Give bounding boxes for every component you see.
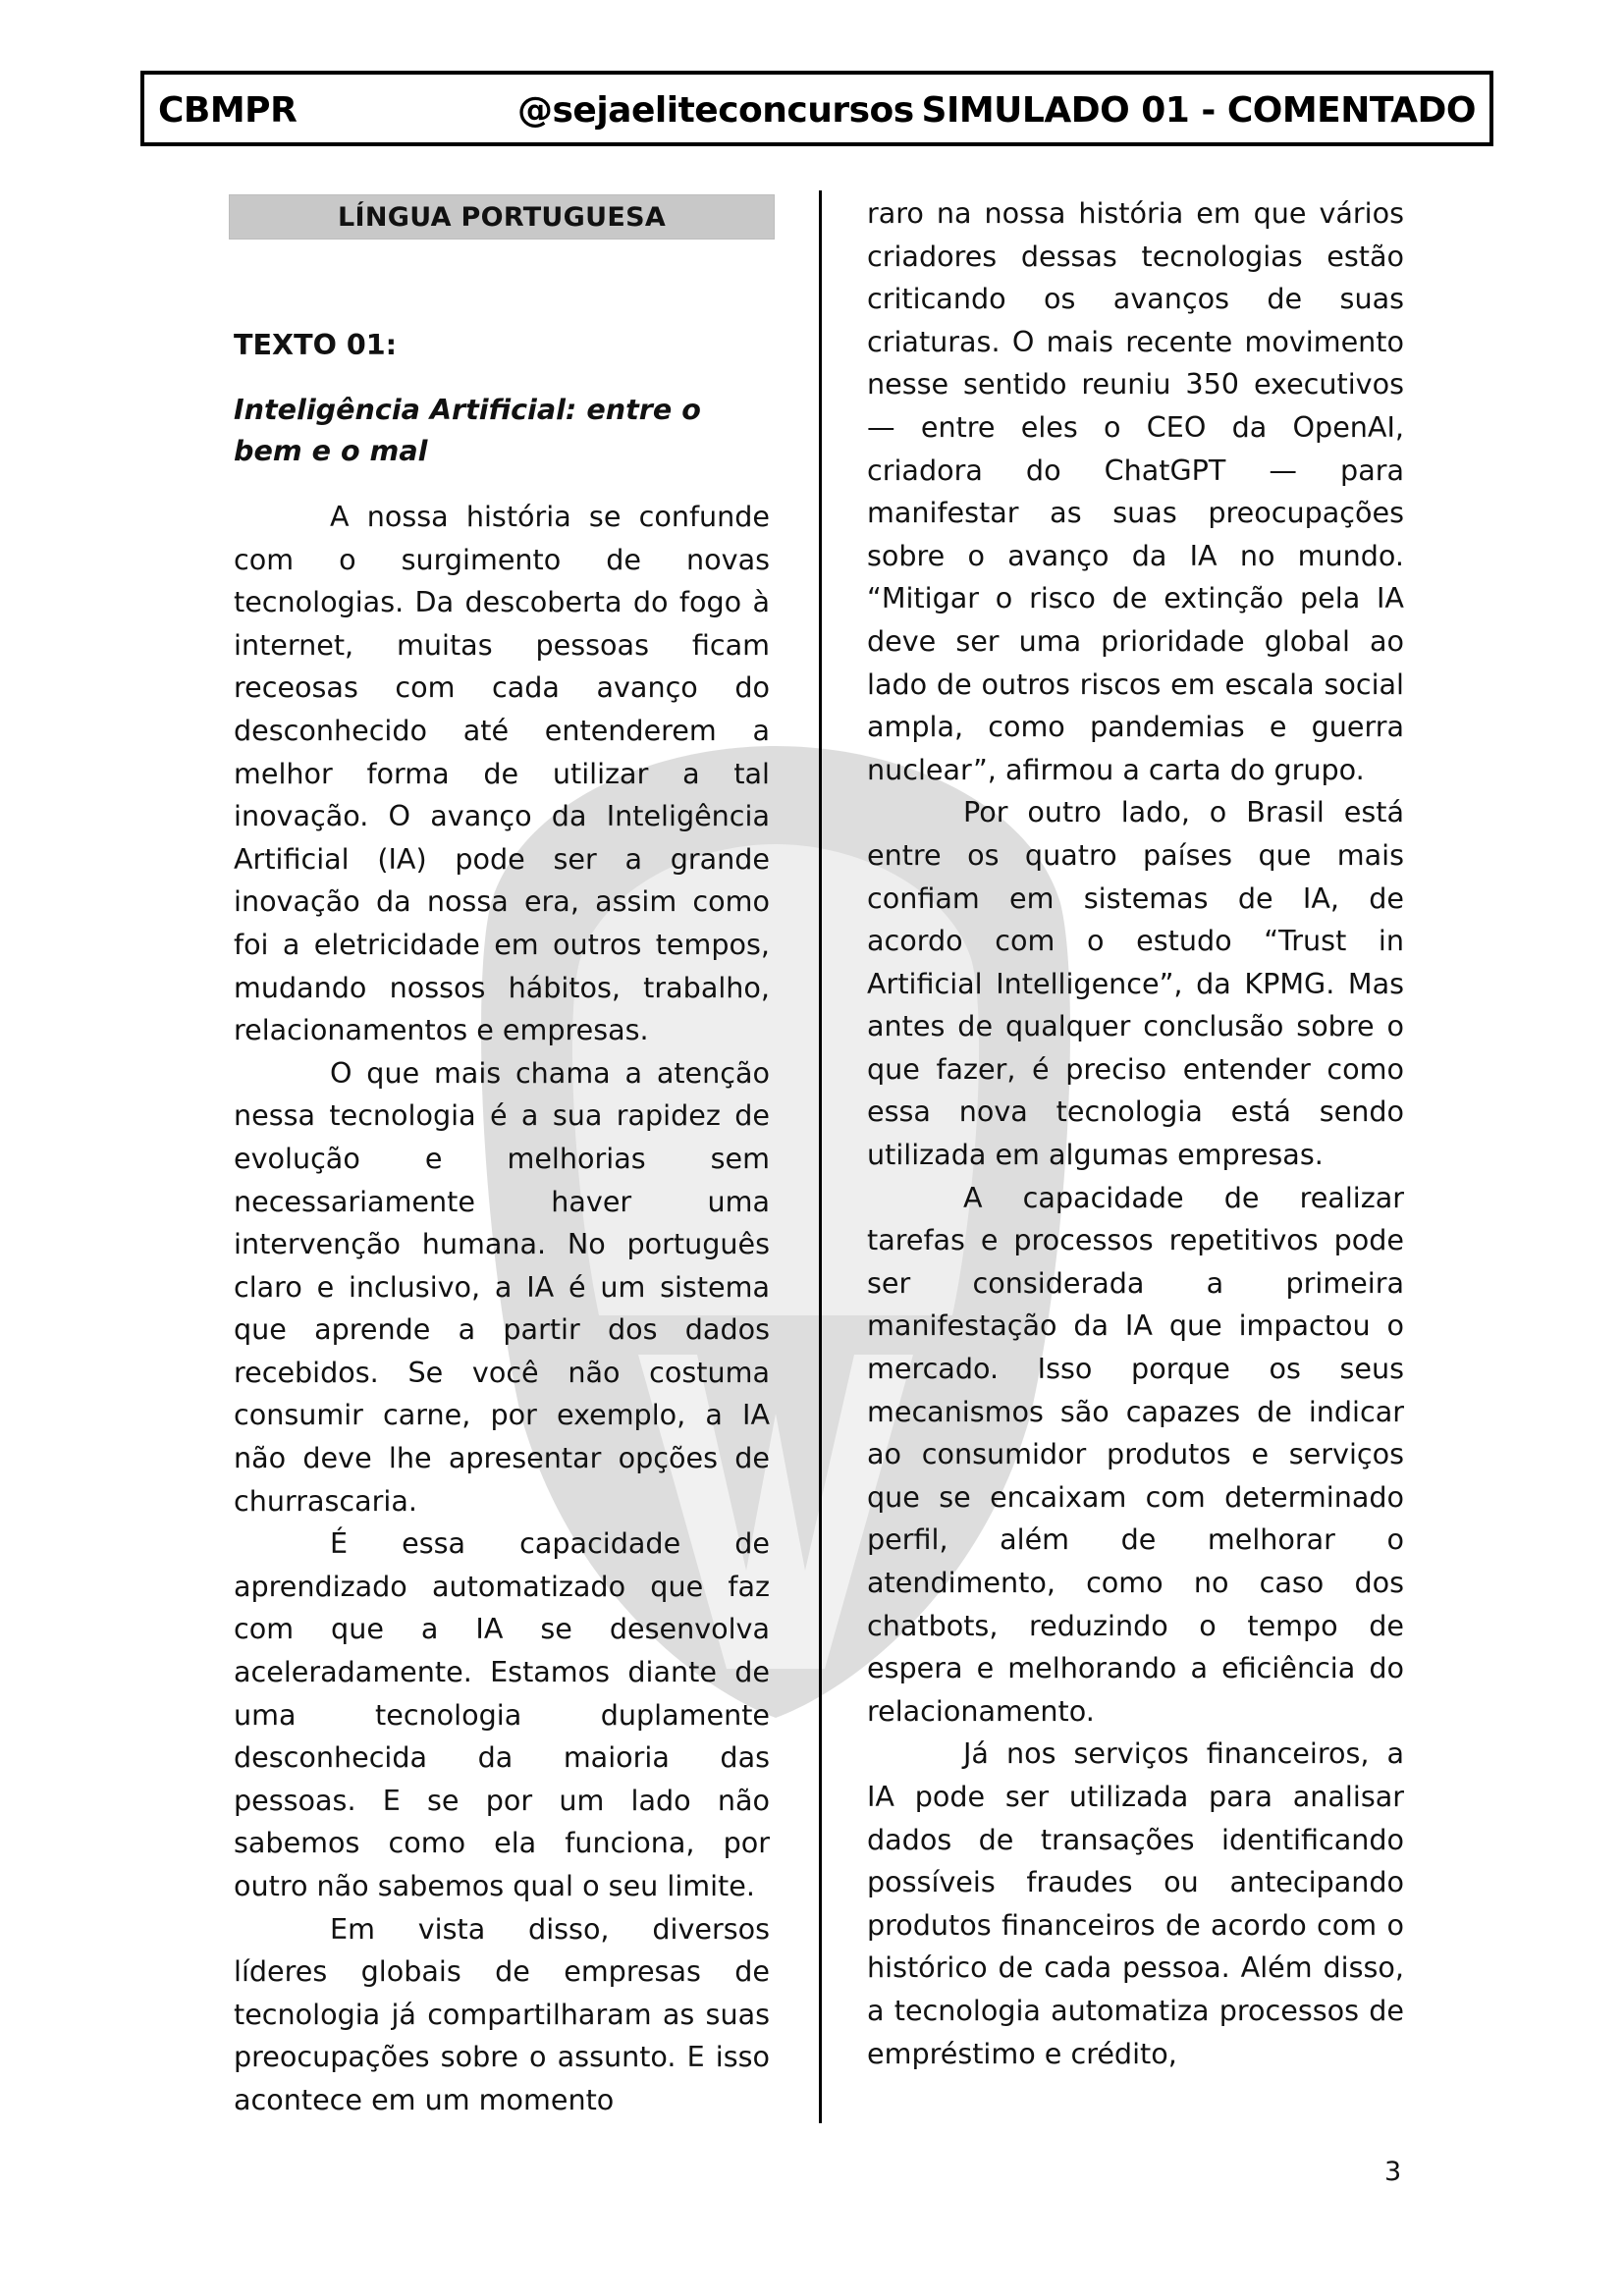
- page-header: [140, 71, 1493, 146]
- text-label: TEXTO 01:: [234, 328, 398, 361]
- text-title: Inteligência Artificial: entre o bem e o mal: [234, 393, 701, 467]
- column-divider: [819, 190, 822, 2123]
- header-simulado-title: SIMULADO 01 - COMENTADO: [921, 90, 1476, 131]
- paragraph: O que mais chama a atenção nessa tecnologia é a sua rapidez de evolução e melhorias sem necessariamente haver uma intervenção humana. No português claro e inclusivo, a IA é um sistema que aprende a partir dos dados recebidos. Se você não costuma consumir carne, por exemplo, a IA não deve lhe apresentar opções de churrascaria.: [234, 1055, 770, 1518]
- paragraph: Por outro lado, o Brasil está entre os quatro países que mais confiam em sistemas de IA, de acordo com o estudo “Trust in Artificial Intelligence”, da KPMG. Mas antes de qualquer conclusão sobre o que fazer, é preciso entender como essa nova tecnologia está sendo utilizada em algumas empresas.: [867, 795, 1404, 1172]
- paragraph-continuation: raro na nossa história em que vários criadores dessas tecnologias estão criticando os avanços de suas criaturas. O mais recente movimento nesse sentido reuniu 350 executivos — entre eles o CEO da OpenAI, criadora do ChatGPT — para manifestar as suas preocupações sobre o avanço da IA no mundo. “Mitigar o risco de extinção pela IA deve ser uma prioridade global ao lado de outros riscos em escala social ampla, como pandemias e guerra nuclear”, afirmou a carta do grupo.: [867, 196, 1404, 786]
- header-social-handle: @sejaeliteconcursos: [517, 90, 914, 131]
- paragraph: A capacidade de realizar tarefas e processos repetitivos pode ser considerada a primeira manifestação da IA que impactou o mercado. Isso porque os seus mecanismos são capazes de indicar ao consumidor produtos e serviços que se encaixam com determinado perfil, além de melhorar o atendimento, como no caso dos chatbots, reduzindo o tempo de espera e melhorando a eficiência do relacionamento.: [867, 1180, 1404, 1728]
- paragraph: Em vista disso, diversos líderes globais de empresas de tecnologia já compartilharam as suas preocupações sobre o assunto. E isso acontece em um momento: [234, 1911, 770, 2116]
- header-exam-name: CBMPR: [158, 90, 298, 131]
- right-column: [867, 192, 1404, 2075]
- paragraph: Já nos serviços financeiros, a IA pode ser utilizada para analisar dados de transações identificando possíveis fraudes ou antecipando produtos financeiros de acordo com o histórico de cada pessoa. Além disso, a tecnologia automatiza processos de empréstimo e crédito,: [867, 1736, 1404, 2070]
- paragraph: A nossa história se confunde com o surgimento de novas tecnologias. Da descoberta do fogo à internet, muitas pessoas ficam receosas com cada avanço do desconhecido até entenderem a melhor forma de utilizar a tal inovação. O avanço da Inteligência Artificial (IA) pode ser a grande inovação da nossa era, assim como foi a eletricidade em outros tempos, mudando nossos hábitos, trabalho, relacionamentos e empresas.: [234, 500, 770, 1047]
- left-column: [234, 496, 770, 2122]
- section-heading: LÍNGUA PORTUGUESA: [229, 194, 775, 240]
- page-number: 3: [1384, 2157, 1402, 2187]
- paragraph: É essa capacidade de aprendizado automatizado que faz com que a IA se desenvolva aceleradamente. Estamos diante de uma tecnologia duplamente desconhecida da maioria das pessoas. E se por um lado não sabemos como ela funciona, por outro não sabemos qual o seu limite.: [234, 1526, 770, 1902]
